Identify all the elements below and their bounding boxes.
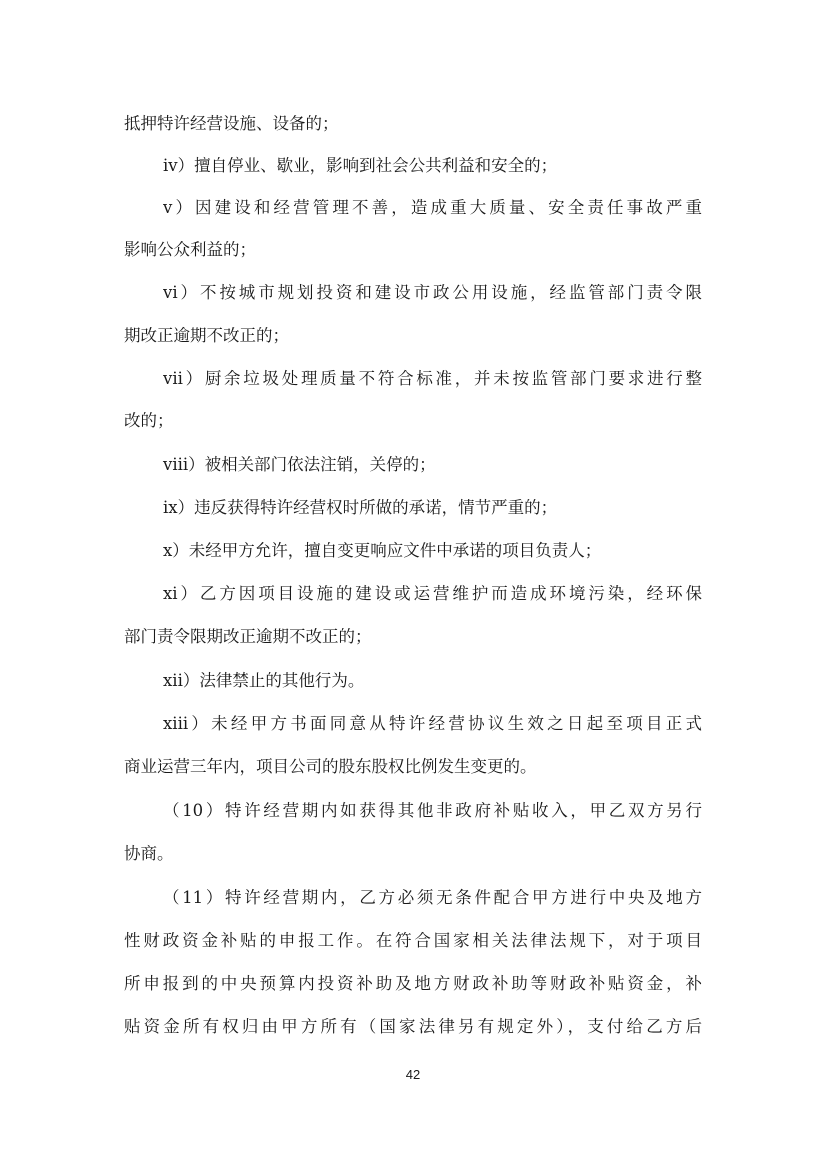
list-item-iv: iv）擅自停业、歇业，影响到社会公共利益和安全的； xyxy=(163,156,558,175)
text-line: 部门责令限期改正逾期不改正的； xyxy=(124,627,372,646)
list-item-xii: xii）法律禁止的其他行为。 xyxy=(163,671,365,690)
text-line: 改的； xyxy=(124,411,174,430)
text-line: 贴资金所有权归由甲方所有（国家法律另有规定外），支付给乙方后 xyxy=(124,1017,702,1036)
text-line: 影响公众利益的； xyxy=(124,240,256,259)
text-line: 所申报到的中央预算内投资补助及地方财政补助等财政补贴资金，补 xyxy=(124,974,702,993)
text-line: 商业运营三年内，项目公司的股东股权比例发生变更的。 xyxy=(124,757,537,776)
clause-10: （10）特许经营期内如获得其他非政府补贴收入，甲乙双方另行 xyxy=(163,801,702,820)
clause-11: （11）特许经营期内，乙方必须无条件配合甲方进行中央及地方 xyxy=(163,888,702,907)
list-item-ix: ix）违反获得特许经营权时所做的承诺，情节严重的； xyxy=(163,498,558,517)
list-item-x: x）未经甲方允许，擅自变更响应文件中承诺的项目负责人； xyxy=(163,541,602,560)
list-item-xiii: xiii）未经甲方书面同意从特许经营协议生效之日起至项目正式 xyxy=(163,714,702,733)
list-item-vii: vii）厨余垃圾处理质量不符合标准，并未按监管部门要求进行整 xyxy=(163,369,702,388)
list-item-vi: vi）不按城市规划投资和建设市政公用设施，经监管部门责令限 xyxy=(163,283,702,302)
text-line: 期改正逾期不改正的； xyxy=(124,326,289,345)
text-line: 性财政资金补贴的申报工作。在符合国家相关法律法规下，对于项目 xyxy=(124,931,702,950)
list-item-v: v）因建设和经营管理不善，造成重大质量、安全责任事故严重 xyxy=(163,198,702,217)
list-item-viii: viii）被相关部门依法注销，关停的； xyxy=(163,455,436,474)
text-line: 协商。 xyxy=(124,844,174,863)
text-line: 抵押特许经营设施、设备的； xyxy=(124,114,339,133)
page-number: 42 xyxy=(405,1067,421,1082)
list-item-xi: xi）乙方因项目设施的建设或运营维护而造成环境污染，经环保 xyxy=(163,584,702,603)
